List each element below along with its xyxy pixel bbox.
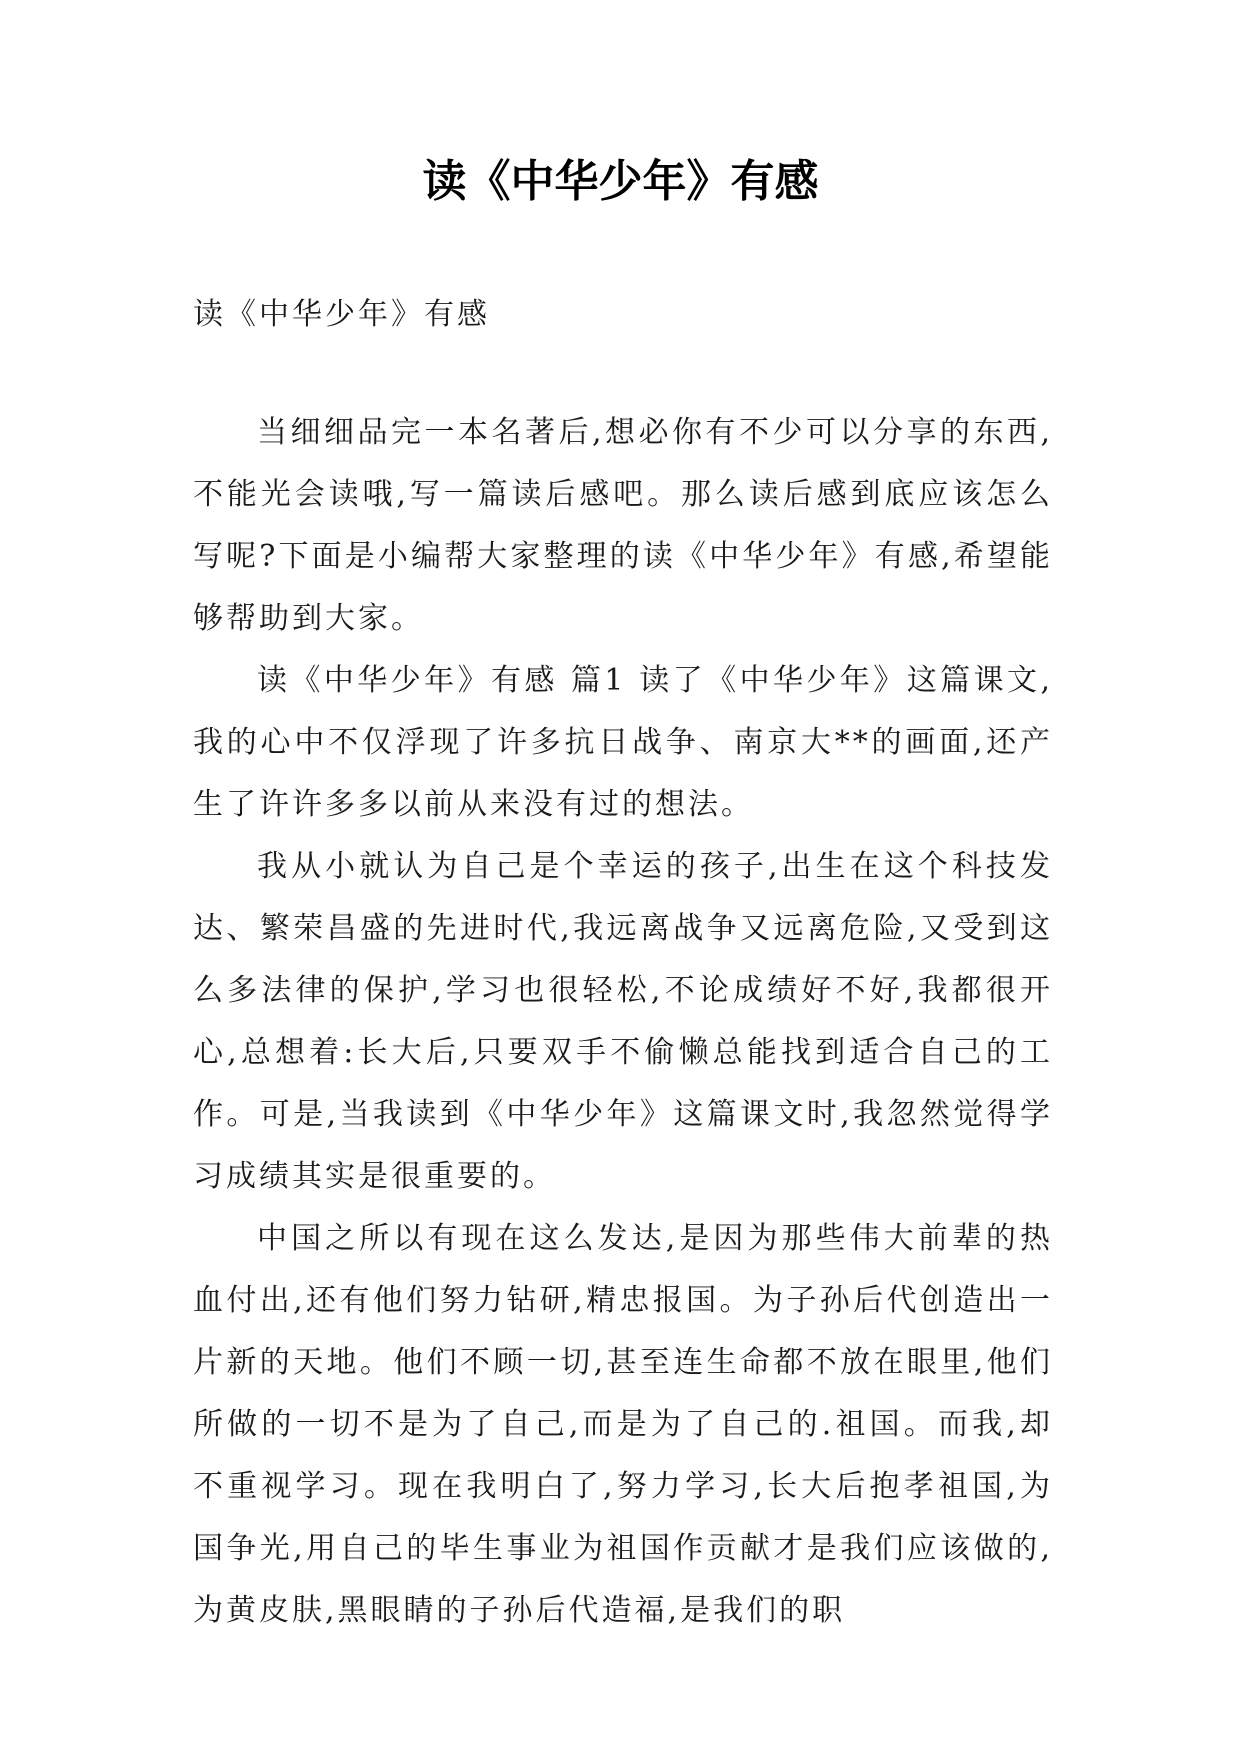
document-body	[193, 290, 1053, 1642]
paragraph: 读《中华少年》有感 篇1 读了《中华少年》这篇课文,我的心中不仅浮现了许多抗日战争、南京大**的画面,还产生了许许多多以前从来没有过的想法。	[193, 663, 1053, 822]
document-subtitle: 读《中华少年》有感	[193, 297, 490, 332]
paragraph: 当细细品完一本名著后,想必你有不少可以分享的东西,不能光会读哦,写一篇读后感吧。那么读后感到底应该怎么写呢?下面是小编帮大家整理的读《中华少年》有感,希望能够帮助到大家。	[193, 415, 1053, 636]
paragraph: 中国之所以有现在这么发达,是因为那些伟大前辈的热血付出,还有他们努力钻研,精忠报国。为子孙后代创造出一片新的天地。他们不顾一切,甚至连生命都不放在眼里,他们所做的一切不是为了自己,而是为了自己的.祖国。而我,却不重视学习。现在我明白了,努力学习,长大后抱孝祖国,为国争光,用自己的毕生事业为祖国作贡献才是我们应该做的,为黄皮肤,黑眼睛的子孙后代造福,是我们的职	[193, 1221, 1053, 1628]
paragraph: 我从小就认为自己是个幸运的孩子,出生在这个科技发达、繁荣昌盛的先进时代,我远离战争又远离危险,又受到这么多法律的保护,学习也很轻松,不论成绩好不好,我都很开心,总想着:长大后,只要双手不偷懒总能找到适合自己的工作。可是,当我读到《中华少年》这篇课文时,我忽然觉得学习成绩其实是很重要的。	[193, 849, 1053, 1194]
document-title: 读《中华少年》有感	[422, 156, 819, 207]
